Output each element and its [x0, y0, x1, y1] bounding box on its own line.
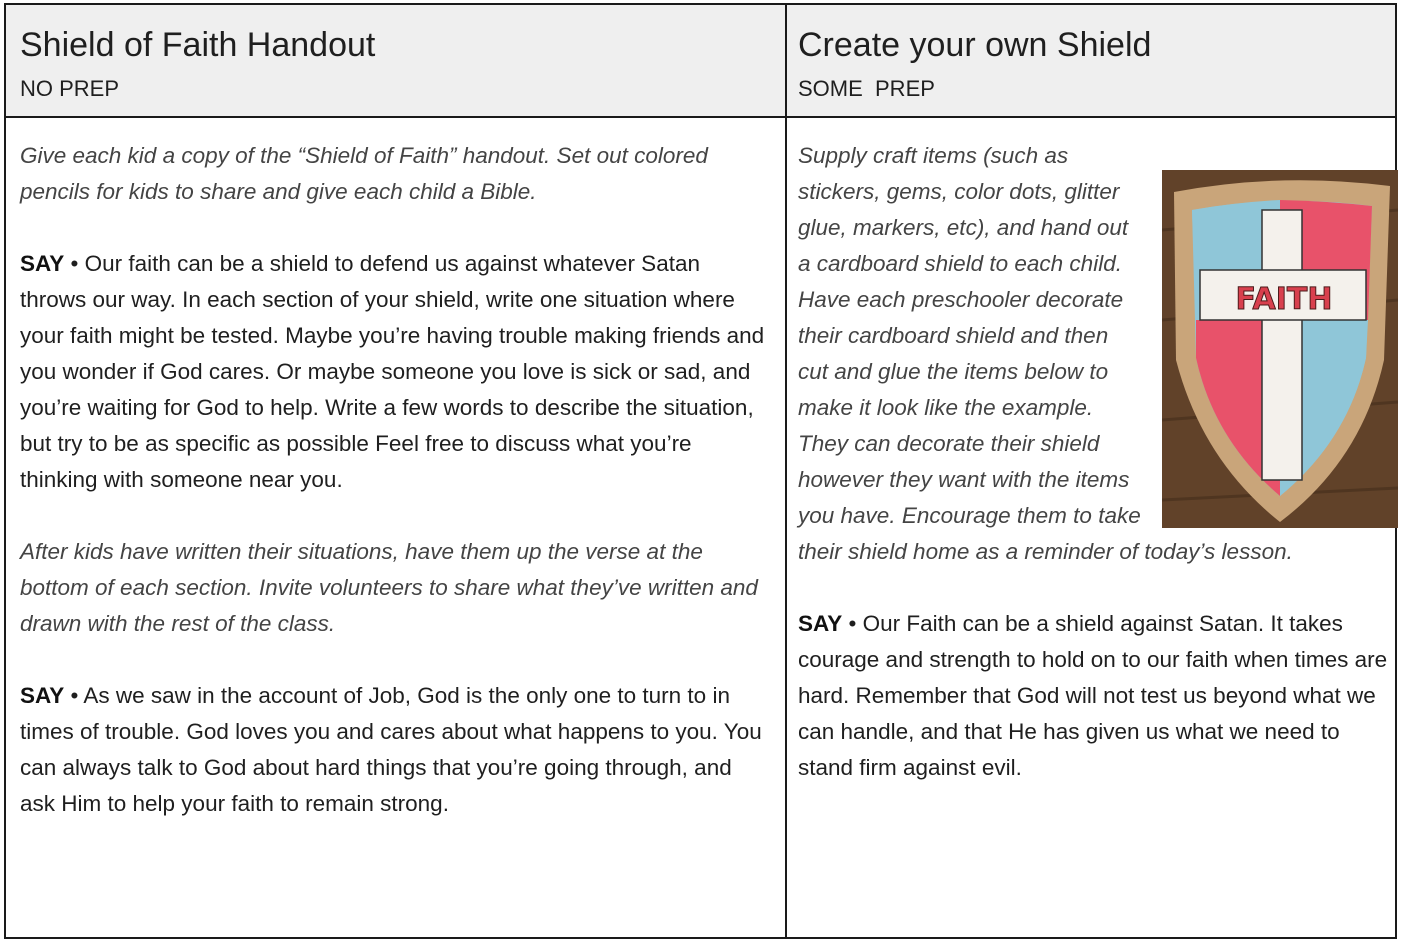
right-column-body	[798, 138, 1388, 786]
shield-example-photo	[1162, 170, 1398, 528]
say-text: • As we saw in the account of Job, God is the only one to turn to in times of trouble. God loves you and cares about what happens to you. You can always talk to God about hard things that you’re going through, and ask Him to help your faith to remain strong.	[20, 683, 762, 816]
say-label: SAY	[798, 611, 843, 636]
left-followup-instruction: After kids have written their situations, have them up the verse at the bottom of each section. Invite volunteers to share what they’ve written and drawn with the rest of the class.	[20, 539, 758, 636]
left-column-subtitle: NO PREP	[20, 76, 120, 101]
left-say-paragraph-1	[20, 246, 772, 498]
shield-word: FAITH	[1235, 282, 1333, 317]
left-intro-instruction: Give each kid a copy of the “Shield of Faith” handout. Set out colored pencils for kids to share and give each child a Bible.	[20, 143, 708, 204]
say-text: • Our Faith can be a shield against Satan. It takes courage and strength to hold on to our faith when times are hard. Remember that God will not test us beyond what we can handle, and that He has given us what we need to stand firm against evil.	[798, 611, 1388, 780]
say-text: • Our faith can be a shield to defend us against whatever Satan throws our way. In each section of your shield, write one situation where your faith might be tested. Maybe you’re having trouble making friends and you wonder if God cares. Or maybe someone you love is sick or sad, and you’re waiting for God to help. Write a few words to describe the situation, but try to be as specific as possible Feel free to discuss what you’re thinking with someone near you.	[20, 251, 765, 492]
left-say-paragraph-2	[20, 678, 772, 822]
right-intro-instruction: Supply craft items (such as stickers, gems, color dots, glitter glue, markers, etc), and hand out a cardboard shield to each child. Have each preschooler decorate their cardboard shield and then cut and glue the items below to make it look like the example. They can decorate their shield however they want with the items you have. Encourage them to take their shield home as a reminder of today’s lesson.	[798, 143, 1293, 564]
right-column-subtitle: SOME PREP	[798, 76, 935, 101]
left-column-title: Shield of Faith Handout	[20, 26, 376, 64]
say-label: SAY	[20, 251, 65, 276]
say-label: SAY	[20, 683, 65, 708]
right-column-title: Create your own Shield	[798, 26, 1152, 64]
left-column-body	[20, 138, 772, 822]
activity-table	[4, 3, 1397, 939]
column-divider	[785, 5, 787, 937]
right-say-paragraph	[798, 606, 1388, 786]
